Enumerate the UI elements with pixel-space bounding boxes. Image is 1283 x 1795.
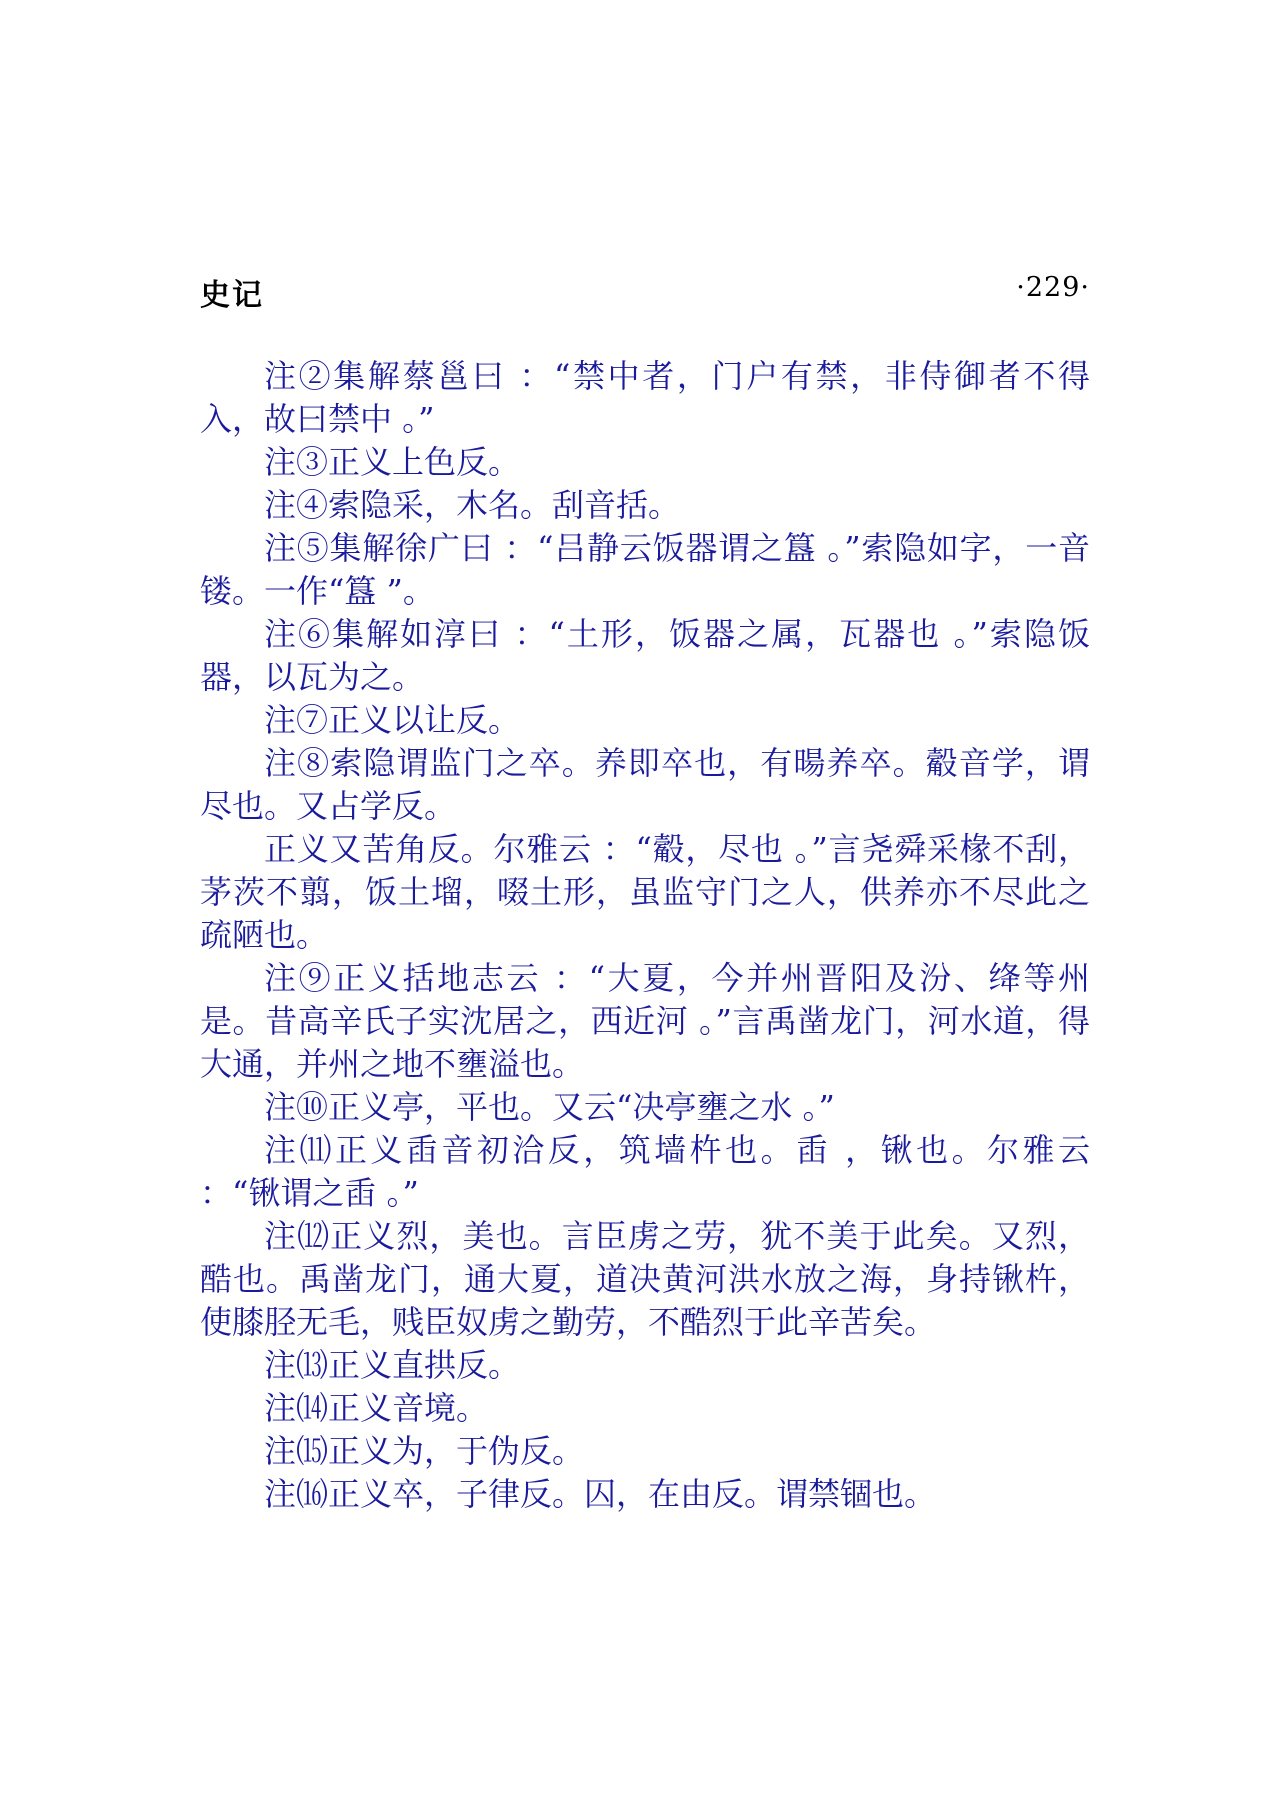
note-8: 注⑧索隐谓监门之卒。养即卒也，有暘养卒。觳音学，谓尽也。又占学反。 xyxy=(200,744,1090,825)
note-2: 注②集解蔡邕曰 ：“禁中者，门户有禁，非侍御者不得入，故曰禁中 。” xyxy=(200,357,1090,438)
note-14: 注⒁正义音境。 xyxy=(264,1389,489,1427)
note-12: 注⑿正义烈，美也。言臣虏之劳，犹不美于此矣。又烈，酷也。禹凿龙门，通大夏，道决黄河洪水放之海，身持锹杵，使膝胫无毛，贱臣奴虏之勤劳，不酷烈于此辛苦矣。 xyxy=(200,1217,1090,1341)
note-5: 注⑤集解徐广曰 ：“吕静云饭器谓之簋 。”索隐如字，一音镂。一作“簋 ”。 xyxy=(200,529,1090,610)
commentary-notes xyxy=(200,355,1090,1516)
book-title: 史记 xyxy=(200,278,264,313)
note-9: 注⑨正义括地志云 ：“大夏，今并州晋阳及汾、绛等州是。昔高辛氏子实沈居之，西近河 。”言禹凿龙门，河水道，得大通，并州之地不壅溢也。 xyxy=(200,959,1090,1083)
note-3: 注③正义上色反。 xyxy=(264,443,521,481)
note-8-zhengyi: 正义又苦角反。尔雅云 ：“觳，尽也 。”言尧舜采椽不刮，茅茨不翦，饭土塯，啜土形，虽监守门之人，供养亦不尽此之疏陋也。 xyxy=(200,830,1090,954)
note-4: 注④索隐采，木名。刮音括。 xyxy=(264,486,681,524)
note-7: 注⑦正义以让反。 xyxy=(264,701,521,739)
page-number: ·229· xyxy=(1016,272,1090,303)
note-10: 注⑩正义亭，平也。又云“决亭壅之水 。” xyxy=(264,1088,835,1126)
note-11: 注⑾正义臿音初洽反，筑墙杵也。臿 ，锹也。尔雅云 ：“锹谓之臿 。” xyxy=(200,1131,1090,1212)
note-15: 注⒂正义为，于伪反。 xyxy=(264,1432,585,1470)
running-head xyxy=(200,270,1090,313)
note-13: 注⒀正义直拱反。 xyxy=(264,1346,521,1384)
note-16: 注⒃正义卒，子律反。囚，在由反。谓禁锢也。 xyxy=(264,1475,937,1513)
note-6: 注⑥集解如淳曰 ：“土形，饭器之属，瓦器也 。”索隐饭器，以瓦为之。 xyxy=(200,615,1090,696)
